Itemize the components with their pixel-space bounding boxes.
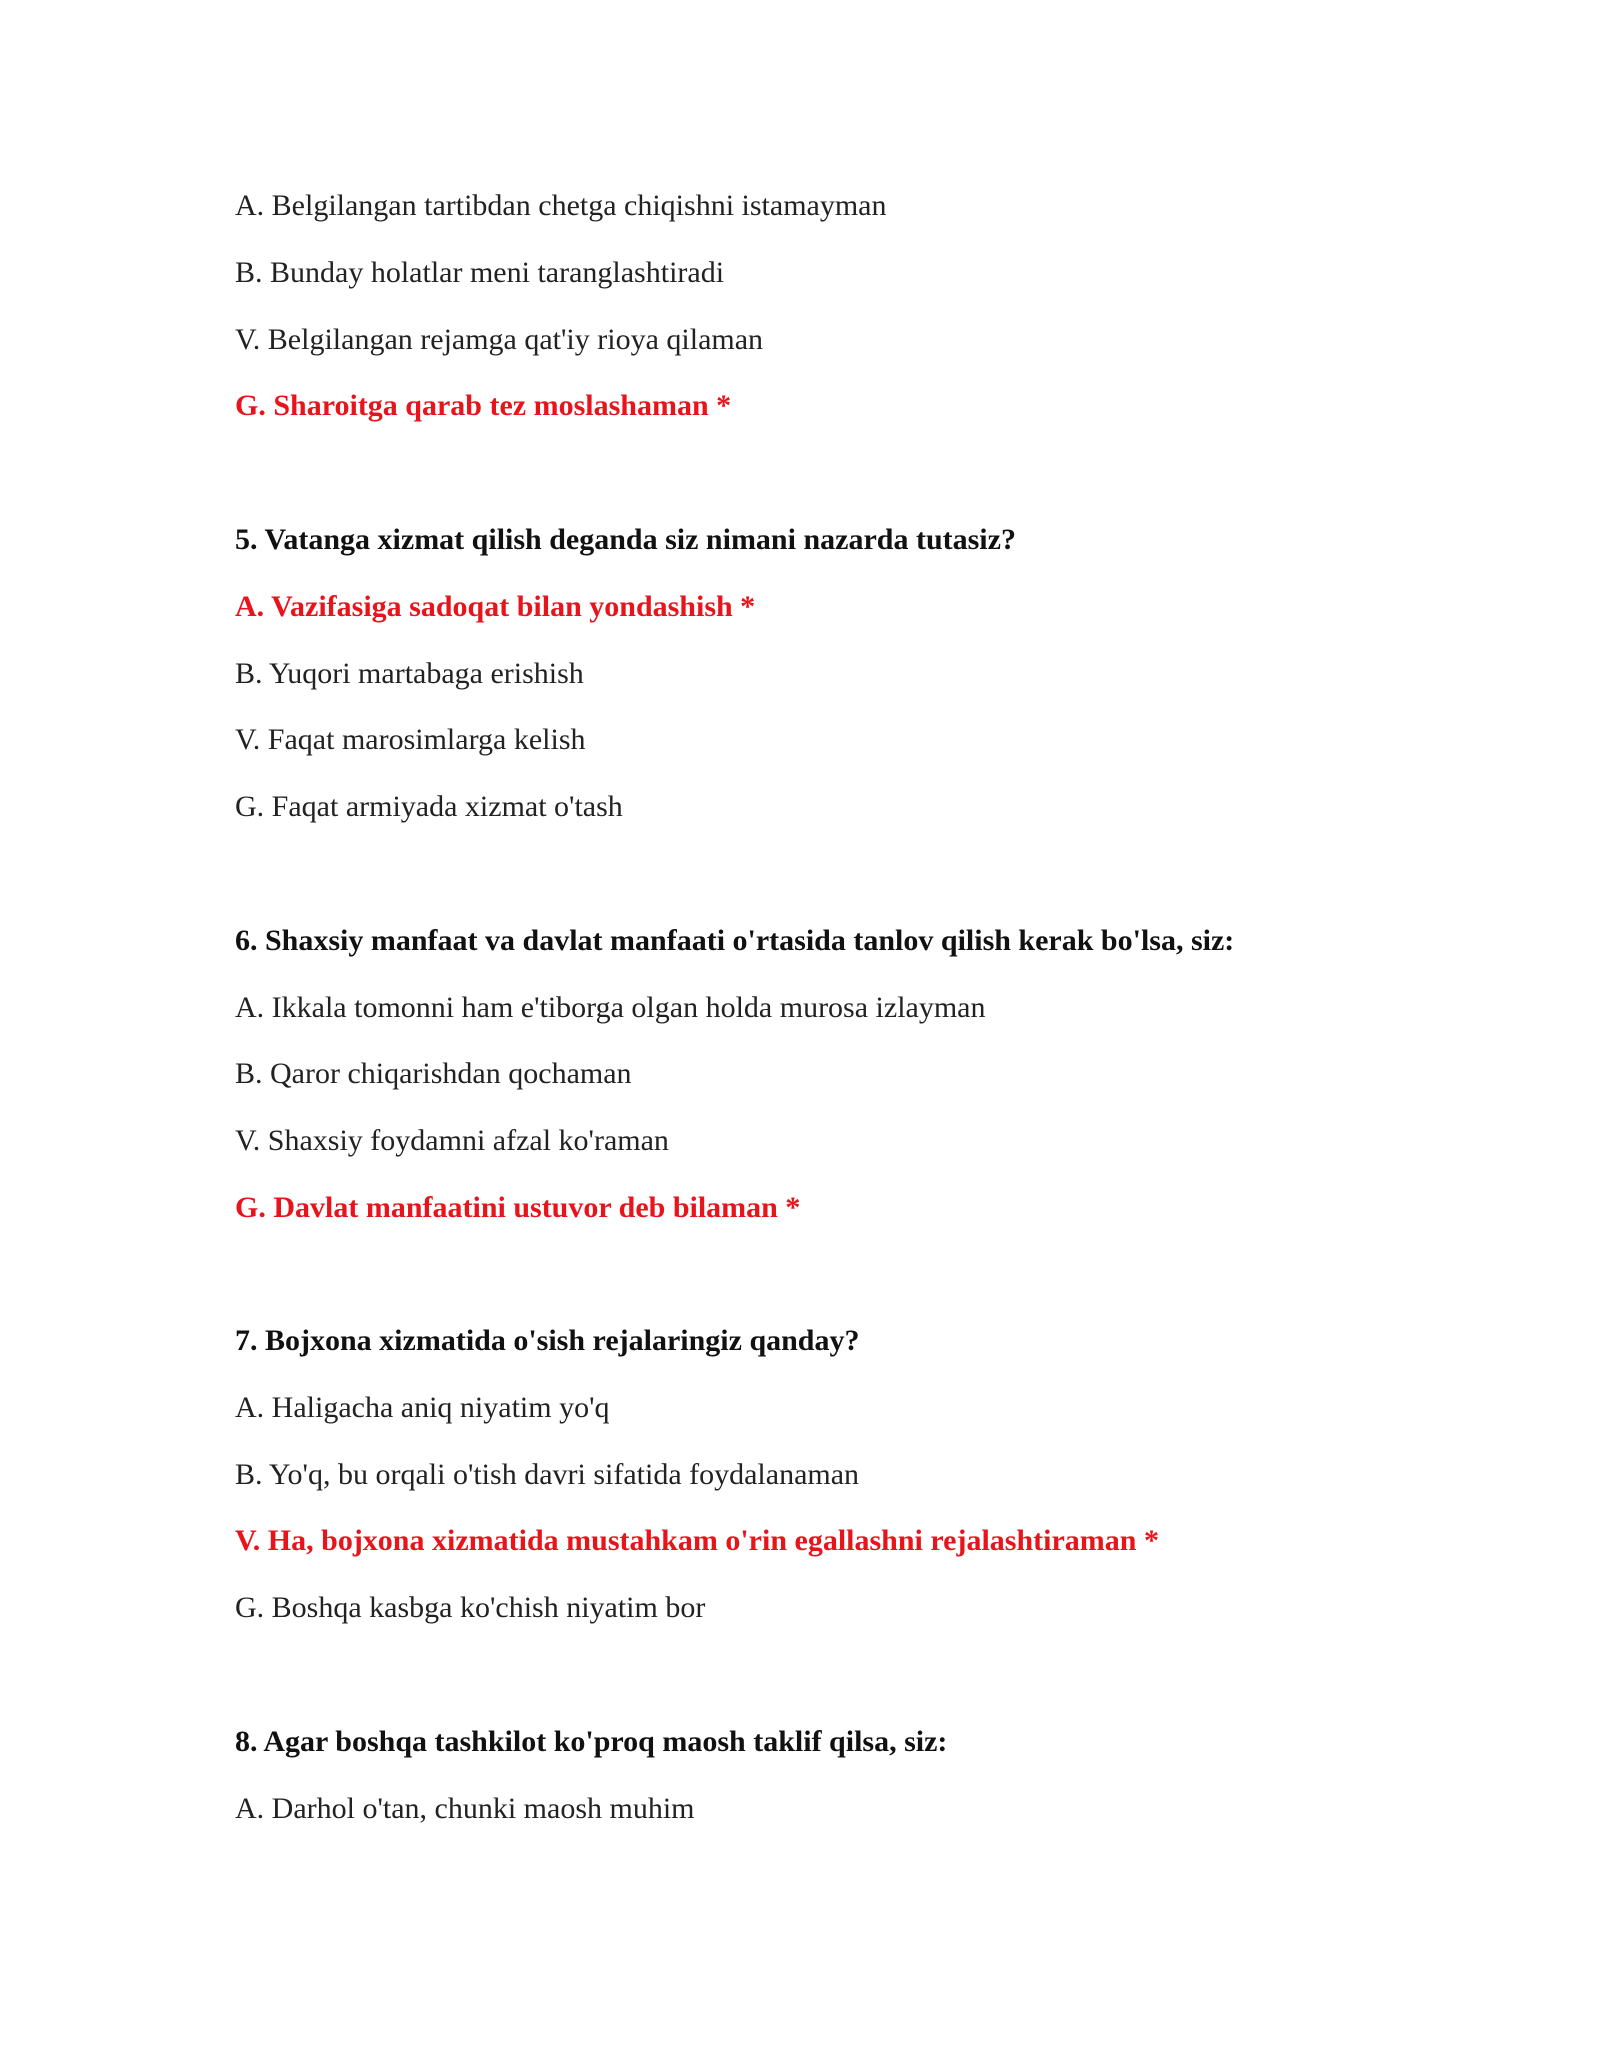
answer-option: V. Belgilangan rejamga qat'iy rioya qilaman — [235, 323, 764, 356]
answer-option: G. Faqat armiyada xizmat o'tash — [235, 790, 623, 823]
question-title: 5. Vatanga xizmat qilish deganda siz nimani nazarda tutasiz? — [235, 523, 1016, 556]
answer-option: A. Belgilangan tartibdan chetga chiqishni istamayman — [235, 189, 887, 222]
question-title: 7. Bojxona xizmatida o'sish rejalaringiz qanday? — [235, 1324, 860, 1357]
answer-option-correct: A. Vazifasiga sadoqat bilan yondashish * — [235, 590, 756, 623]
answer-option-correct: G. Davlat manfaatini ustuvor deb bilaman * — [235, 1191, 801, 1224]
answer-option-correct: V. Ha, bojxona xizmatida mustahkam o'rin egallashni rejalashtiraman * — [235, 1524, 1159, 1557]
answer-option: B. Yuqori martabaga erishish — [235, 657, 584, 690]
answer-option: A. Darhol o'tan, chunki maosh muhim — [235, 1792, 695, 1825]
answer-option: V. Faqat marosimlarga kelish — [235, 723, 586, 756]
answer-option: B. Yo'q, bu orqali o'tish davri sifatida foydalanaman — [235, 1458, 860, 1491]
question-title: 6. Shaxsiy manfaat va davlat manfaati o'rtasida tanlov qilish kerak bo'lsa, siz: — [235, 924, 1235, 957]
answer-option: B. Bunday holatlar meni taranglashtiradi — [235, 256, 725, 289]
question-title: 8. Agar boshqa tashkilot ko'proq maosh taklif qilsa, siz: — [235, 1725, 948, 1758]
answer-option: V. Shaxsiy foydamni afzal ko'raman — [235, 1124, 669, 1157]
document-page — [235, 0, 1435, 2070]
answer-option: A. Haligacha aniq niyatim yo'q — [235, 1391, 610, 1424]
answer-option: B. Qaror chiqarishdan qochaman — [235, 1057, 632, 1090]
answer-option-correct: G. Sharoitga qarab tez moslashaman * — [235, 389, 732, 422]
answer-option: G. Boshqa kasbga ko'chish niyatim bor — [235, 1591, 706, 1624]
answer-option: A. Ikkala tomonni ham e'tiborga olgan holda murosa izlayman — [235, 991, 986, 1024]
